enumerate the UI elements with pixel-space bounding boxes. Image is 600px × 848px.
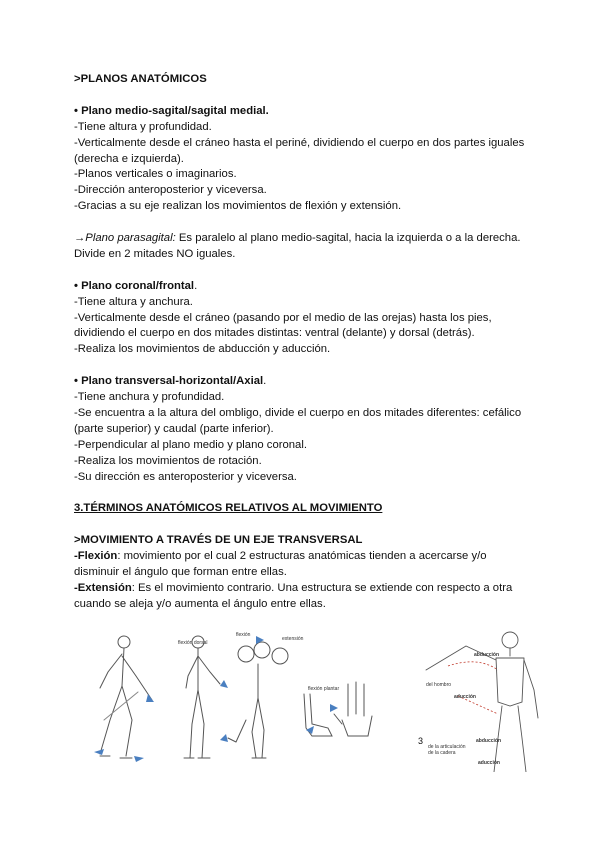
transversal-line-1: -Tiene anchura y profundidad. bbox=[74, 391, 225, 404]
transversal-line-2: -Se encuentra a la altura del ombligo, divide el cuerpo en dos mitades diferentes: cefálico (parte superior) y caudal (parte inferior). bbox=[74, 406, 522, 435]
document-text bbox=[74, 72, 534, 613]
parasagital-text: Es paralelo al plano medio-sagital, hacia la izquierda o a la derecha. Divide en 2 mitades NO iguales. bbox=[74, 232, 521, 260]
page-number: 3 bbox=[418, 736, 424, 746]
medio-sagital-line-2: -Verticalmente desde el cráneo hasta el periné, dividiendo el cuerpo en dos partes iguales (derecha e izquierda). bbox=[74, 136, 525, 165]
label-abduccion-hombro: abducción bbox=[474, 652, 500, 658]
coronal-title-end: . bbox=[194, 279, 198, 292]
label-extension: extensión bbox=[282, 636, 304, 642]
extension-label: -Extensión bbox=[74, 581, 132, 594]
coronal-title bbox=[74, 279, 534, 295]
movement-arrows bbox=[94, 636, 338, 762]
medio-sagital-line-5: -Gracias a su eje realizan los movimientos de flexión y extensión. bbox=[74, 200, 402, 213]
label-flexion: flexión bbox=[236, 632, 251, 638]
coronal-line-2: -Verticalmente desde el cráneo (pasando por el medio de las orejas) hasta los pies, dividiendo el cuerpo en dos mitades distintas: ventral (delante) y dorsal (detrás). bbox=[74, 311, 492, 340]
abduction-adduction-illustration bbox=[418, 626, 548, 772]
label-de-la-cadera: de la cadera bbox=[428, 750, 456, 756]
terminos-heading: 3.TÉRMINOS ANATÓMICOS RELATIVOS AL MOVIMIENTO bbox=[74, 502, 383, 515]
coronal-line-3: -Realiza los movimientos de abducción y aducción. bbox=[74, 343, 331, 356]
hand-figure bbox=[334, 682, 372, 736]
eje-transversal-heading: >MOVIMIENTO A TRAVÉS DE UN EJE TRANSVERSAL bbox=[74, 534, 363, 547]
medio-sagital-line-1: -Tiene altura y profundidad. bbox=[74, 120, 212, 133]
transversal-title-bold: • Plano transversal-horizontal/Axial bbox=[74, 375, 264, 388]
medio-sagital-line-4: -Dirección anteroposterior y viceversa. bbox=[74, 184, 267, 197]
parasagital-paragraph bbox=[74, 231, 534, 263]
neck-flexion-figure bbox=[228, 642, 288, 758]
arm-flexion-figure bbox=[184, 636, 220, 758]
label-flexion-dorsal: flexión dorsal bbox=[178, 640, 208, 646]
coronal-title-bold: • Plano coronal/frontal bbox=[74, 279, 195, 292]
flexion-label: -Flexión bbox=[74, 550, 118, 563]
label-flexion-plantar: flexión plantar bbox=[308, 686, 340, 692]
flexion-paragraph bbox=[74, 549, 534, 581]
parasagital-label: →Plano parasagital: bbox=[74, 232, 176, 245]
label-aduccion-cadera: aducción bbox=[478, 760, 500, 766]
walking-figure bbox=[100, 636, 152, 758]
transversal-line-4: -Realiza los movimientos de rotación. bbox=[74, 454, 262, 467]
transversal-title bbox=[74, 374, 534, 390]
label-de-la-articulacion: de la articulación bbox=[428, 744, 466, 750]
medio-sagital-title: • Plano medio-sagital/sagital medial. bbox=[74, 104, 269, 117]
label-del-hombro: del hombro bbox=[426, 682, 452, 688]
label-abduccion-cadera: abducción bbox=[476, 738, 502, 744]
transversal-title-end: . bbox=[263, 375, 267, 388]
coronal-line-1: -Tiene altura y anchura. bbox=[74, 295, 193, 308]
transversal-line-3: -Perpendicular al plano medio y plano coronal. bbox=[74, 438, 307, 451]
medio-sagital-line-3: -Planos verticales o imaginarios. bbox=[74, 168, 237, 181]
flexion-extension-illustration bbox=[86, 628, 386, 768]
extension-paragraph bbox=[74, 581, 534, 613]
transversal-line-5: -Su dirección es anteroposterior y viceversa. bbox=[74, 470, 297, 483]
label-aduccion-hombro: aducción bbox=[454, 694, 476, 700]
flexion-text: : movimiento por el cual 2 estructuras anatómicas tienden a acercarse y/o disminuir el ángulo que forman entre ellas. bbox=[74, 550, 487, 578]
planos-heading: >PLANOS ANATÓMICOS bbox=[74, 73, 207, 85]
extension-text: : Es el movimiento contrario. Una estructura se extiende con respecto a otra cuando se aleja y/o aumenta el ángulo entre ellas. bbox=[74, 581, 513, 610]
